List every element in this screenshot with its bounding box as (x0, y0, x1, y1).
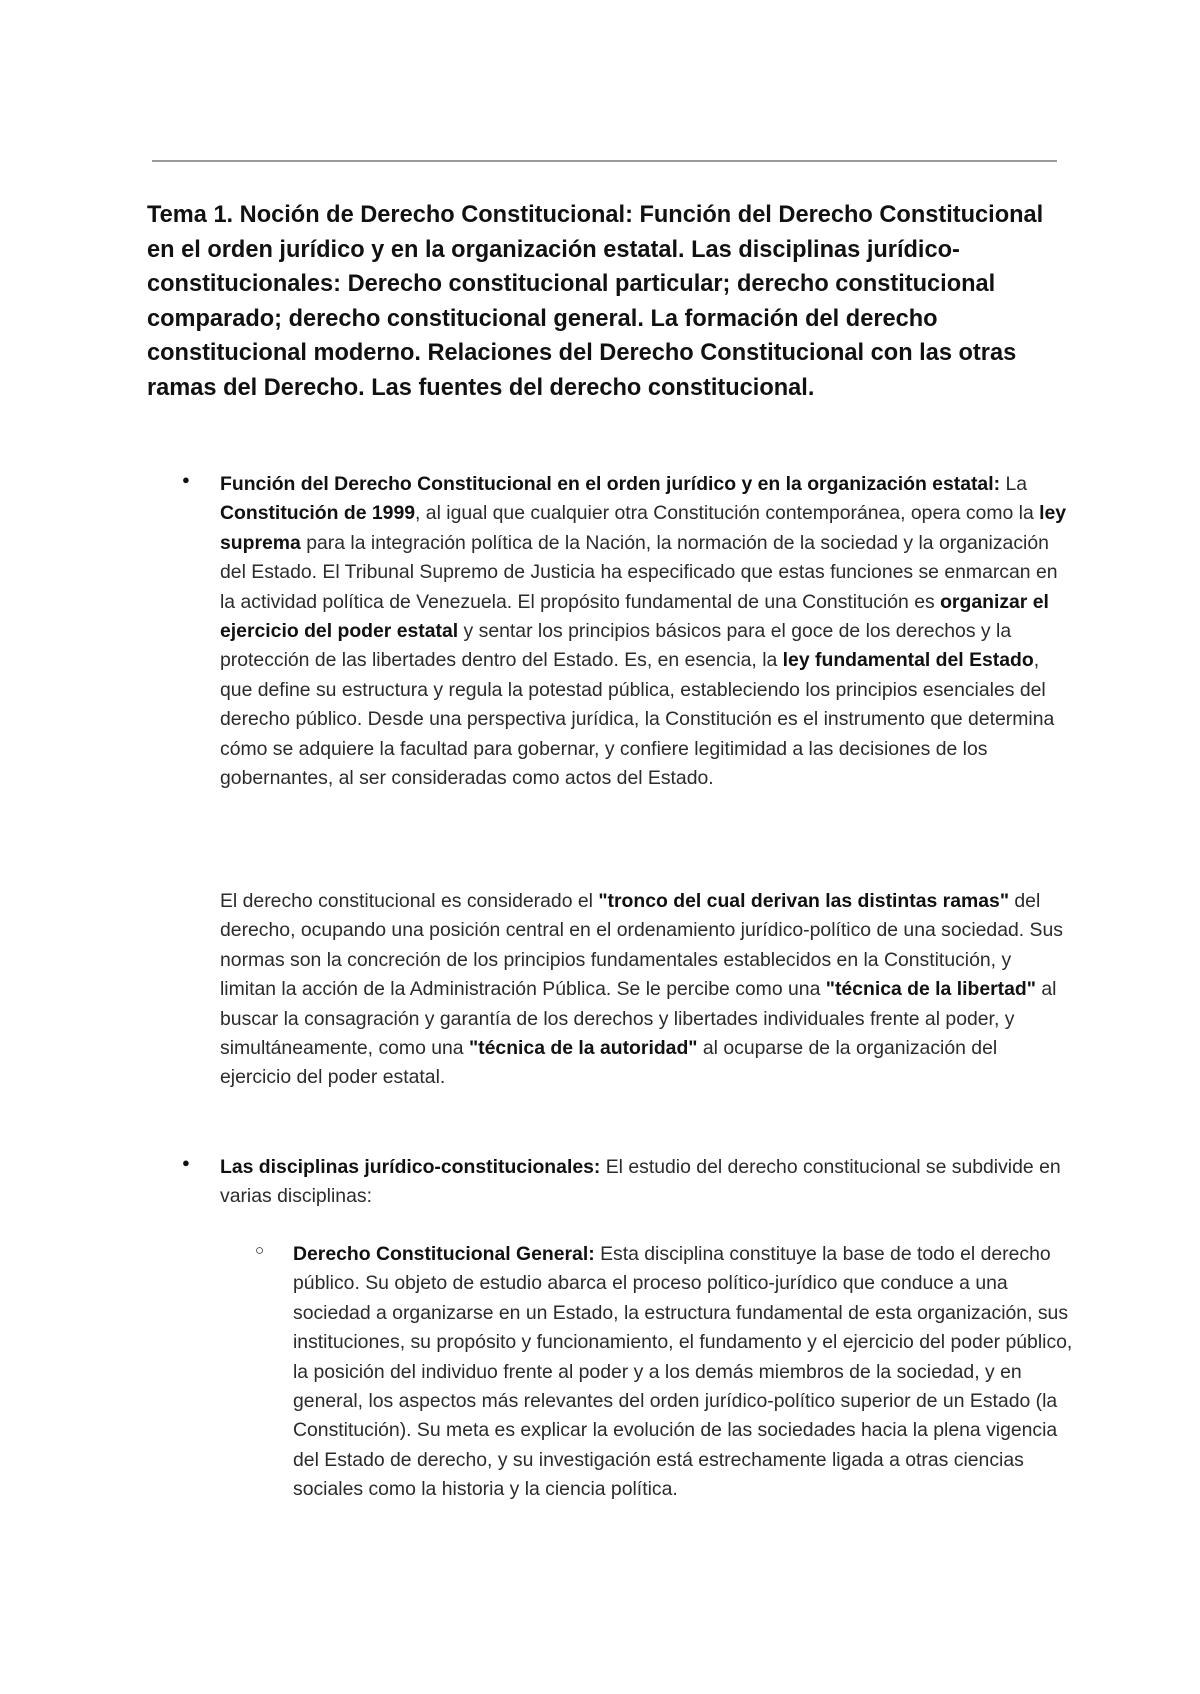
subsection-heading-general: Derecho Constitucional General: (293, 1243, 595, 1265)
text-run: al buscar la consagración y garantía de los derechos y libertades individuales frente al poder, y simultáneamente, como una (220, 978, 1057, 1060)
bold-term: "técnica de la libertad" (825, 978, 1036, 1001)
paragraph-disciplinas (220, 1153, 1070, 1212)
text-run: para la integración política de la Nación, la normación de la sociedad y la organización del Estado. El Tribunal Supremo de Justicia ha especificado que estas funciones se enmarcan en la actividad política de Venezuela. El propósito fundamental de una Constitución es (220, 531, 1058, 613)
text-run: y sentar los principios básicos para el goce de los derechos y la protección de las libertades dentro del Estado. Es, en esencia, la (220, 620, 1012, 672)
paragraph-dc-general (293, 1240, 1078, 1505)
text-run: Esta disciplina constituye la base de todo el derecho público. Su objeto de estudio abarca el proceso político-jurídico que conduce a una sociedad a organizarse en un Estado, la estructura fundamental de esta organización, sus instituciones, su propósito y funcionamiento, el fundamento y el ejercicio del poder público, la posición del individuo frente al poder y a los demás miembros de la sociedad, y en general, los aspectos más relevantes del orden jurídico-político superior de un Estado (la Constitución). Su meta es explicar la evolución de las sociedades hacia la plena vigencia del Estado de derecho, y su investigación está estrechamente ligada a otras ciencias sociales como la historia y la ciencia política. (293, 1243, 1073, 1501)
section-heading-funcion: Función del Derecho Constitucional en el orden jurídico y en la organización estatal: (220, 473, 1001, 495)
bullet-icon: ● (182, 472, 190, 487)
text-run: La (1000, 473, 1028, 495)
text-run: del derecho, ocupando una posición central en el ordenamiento jurídico-político de una sociedad. Sus normas son la concreción de los principios fundamentales establecidos en la Constitución, y limitan la acción de la Administración Pública. Se le percibe como una (220, 890, 1063, 1001)
text-run: , que define su estructura y regula la potestad pública, estableciendo los principios esenciales del derecho público. Desde una perspectiva jurídica, la Constitución es el instrumento que determina cómo se adquiere la facultad para gobernar, y confiere legitimidad a las decisiones de los gobernantes, al ser consideradas como actos del Estado. (220, 649, 1055, 790)
bold-term: organizar el ejercicio del poder estatal (220, 590, 1049, 643)
bold-term: ley suprema (220, 502, 1067, 554)
text-run: , al igual que cualquier otra Constitución contemporánea, opera como la (415, 502, 1040, 525)
bold-term: Constitución de 1999 (220, 502, 416, 525)
bold-term: "técnica de la autoridad" (468, 1037, 698, 1060)
text-run: El derecho constitucional es considerado el (220, 890, 599, 912)
section-heading-disciplinas: Las disciplinas jurídico-constitucionales: (220, 1156, 601, 1178)
sub-bullet-icon: ○ (255, 1242, 265, 1259)
bold-term: ley fundamental del Estado (782, 649, 1034, 672)
bullet-icon: ● (182, 1155, 190, 1170)
horizontal-divider (152, 160, 1057, 162)
document-title: Tema 1. Noción de Derecho Constitucional: Función del Derecho Constitucional en el orden jurídico y en la organización estatal. Las disciplinas jurídico-constitucionales: Derecho constitucional particular; derecho constitucional comparado; derecho constitucional general. La formación del derecho constitucional moderno. Relaciones del Derecho Constitucional con las otras ramas del Derecho. Las fuentes del derecho constitucional. (147, 202, 1044, 401)
text-run: El estudio del derecho constitucional se subdivide en varias disciplinas: (220, 1156, 1061, 1208)
paragraph-funcion (220, 470, 1070, 793)
text-run: al ocuparse de la organización del ejercicio del poder estatal. (220, 1037, 998, 1089)
paragraph-tronco (220, 887, 1070, 1093)
bold-term: "tronco del cual derivan las distintas ramas" (598, 890, 1010, 912)
